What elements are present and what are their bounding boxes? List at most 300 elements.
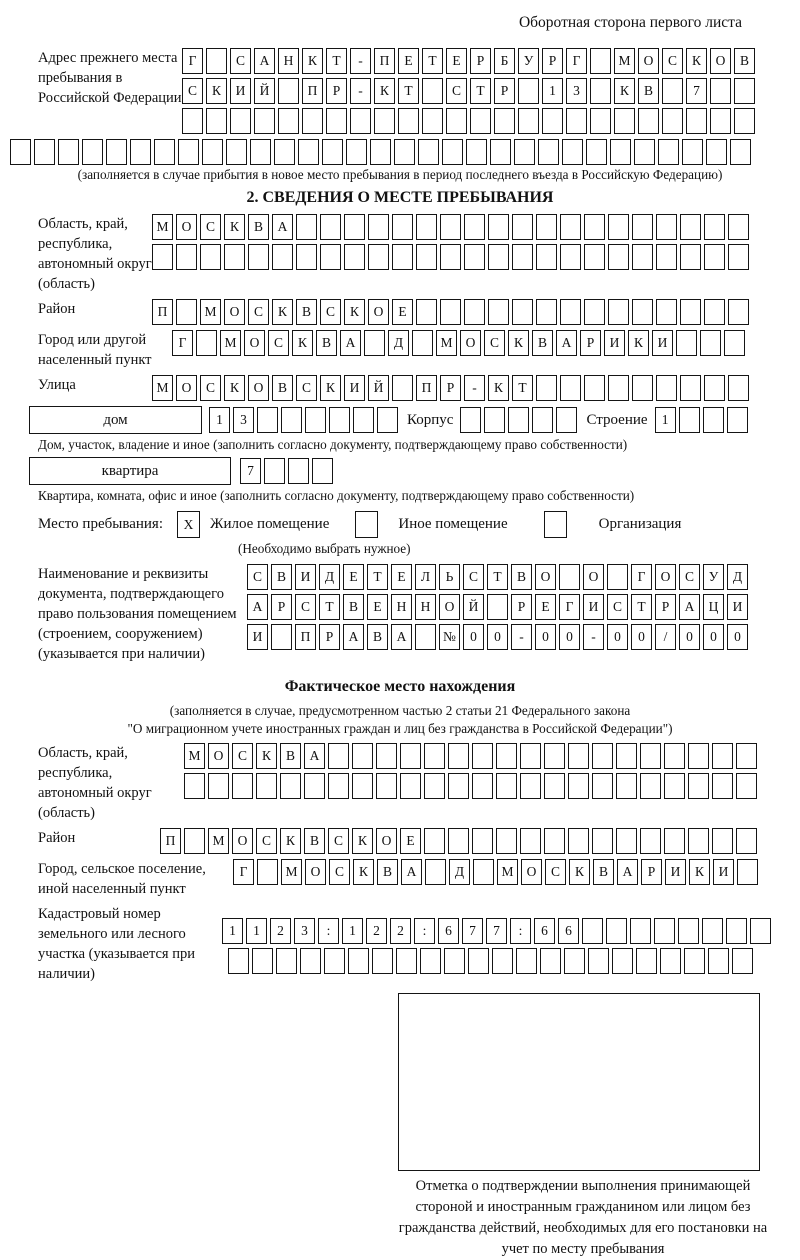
char-cell[interactable]	[730, 139, 751, 165]
char-cell[interactable]	[271, 624, 292, 650]
char-cell[interactable]: 0	[607, 624, 628, 650]
char-cell[interactable]	[592, 828, 613, 854]
char-cell[interactable]: С	[182, 78, 203, 104]
char-cell[interactable]: О	[224, 299, 245, 325]
char-cell[interactable]	[726, 918, 747, 944]
char-cell[interactable]	[750, 918, 771, 944]
char-cell[interactable]	[288, 458, 309, 484]
char-cell[interactable]: К	[224, 375, 245, 401]
char-cell[interactable]: Т	[367, 564, 388, 590]
char-cell[interactable]	[232, 773, 253, 799]
char-cell[interactable]	[448, 773, 469, 799]
char-cell[interactable]: И	[713, 859, 734, 885]
char-cell[interactable]: К	[292, 330, 313, 356]
char-cell[interactable]: А	[304, 743, 325, 769]
char-cell[interactable]	[728, 214, 749, 240]
char-cell[interactable]: П	[416, 375, 437, 401]
char-cell[interactable]: М	[152, 214, 173, 240]
char-cell[interactable]	[656, 214, 677, 240]
char-cell[interactable]	[252, 948, 273, 974]
char-cell[interactable]	[676, 330, 697, 356]
char-cell[interactable]: О	[248, 375, 269, 401]
char-cell[interactable]	[544, 743, 565, 769]
char-cell[interactable]: И	[665, 859, 686, 885]
char-cell[interactable]: -	[350, 78, 371, 104]
char-cell[interactable]: 0	[535, 624, 556, 650]
char-cell[interactable]	[304, 773, 325, 799]
char-cell[interactable]	[350, 108, 371, 134]
char-cell[interactable]: С	[248, 299, 269, 325]
char-cell[interactable]	[487, 594, 508, 620]
char-cell[interactable]: К	[352, 828, 373, 854]
char-cell[interactable]: К	[344, 299, 365, 325]
char-cell[interactable]	[328, 743, 349, 769]
char-cell[interactable]	[344, 244, 365, 270]
char-cell[interactable]: 6	[438, 918, 459, 944]
char-cell[interactable]: Б	[494, 48, 515, 74]
char-cell[interactable]: О	[244, 330, 265, 356]
char-cell[interactable]	[737, 859, 758, 885]
char-cell[interactable]: С	[463, 564, 484, 590]
char-cell[interactable]: №	[439, 624, 460, 650]
char-cell[interactable]: О	[710, 48, 731, 74]
char-cell[interactable]	[582, 918, 603, 944]
char-cell[interactable]	[328, 773, 349, 799]
char-cell[interactable]	[607, 564, 628, 590]
char-cell[interactable]	[422, 78, 443, 104]
char-cell[interactable]: П	[295, 624, 316, 650]
char-cell[interactable]	[344, 214, 365, 240]
char-cell[interactable]: А	[401, 859, 422, 885]
char-cell[interactable]: :	[414, 918, 435, 944]
char-cell[interactable]	[396, 948, 417, 974]
char-cell[interactable]	[312, 458, 333, 484]
char-cell[interactable]: Н	[391, 594, 412, 620]
char-cell[interactable]: 7	[486, 918, 507, 944]
char-cell[interactable]: В	[734, 48, 755, 74]
char-cell[interactable]	[680, 214, 701, 240]
char-cell[interactable]	[704, 214, 725, 240]
char-cell[interactable]: Л	[415, 564, 436, 590]
char-cell[interactable]	[496, 743, 517, 769]
char-cell[interactable]: П	[374, 48, 395, 74]
char-cell[interactable]	[630, 918, 651, 944]
char-cell[interactable]	[496, 773, 517, 799]
char-cell[interactable]	[392, 214, 413, 240]
char-cell[interactable]	[516, 948, 537, 974]
char-cell[interactable]	[305, 407, 326, 433]
char-cell[interactable]	[448, 828, 469, 854]
char-cell[interactable]	[394, 139, 415, 165]
char-cell[interactable]	[468, 948, 489, 974]
char-cell[interactable]: 1	[209, 407, 230, 433]
char-cell[interactable]: О	[460, 330, 481, 356]
char-cell[interactable]: -	[350, 48, 371, 74]
char-cell[interactable]: О	[535, 564, 556, 590]
char-cell[interactable]	[640, 773, 661, 799]
char-cell[interactable]: Т	[319, 594, 340, 620]
char-cell[interactable]	[520, 773, 541, 799]
char-cell[interactable]	[296, 244, 317, 270]
char-cell[interactable]: 2	[390, 918, 411, 944]
char-cell[interactable]	[230, 108, 251, 134]
char-cell[interactable]	[540, 948, 561, 974]
char-cell[interactable]	[154, 139, 175, 165]
char-cell[interactable]	[568, 773, 589, 799]
char-cell[interactable]: Р	[494, 78, 515, 104]
char-cell[interactable]: Р	[470, 48, 491, 74]
char-cell[interactable]: Т	[470, 78, 491, 104]
char-cell[interactable]	[632, 244, 653, 270]
char-cell[interactable]	[424, 743, 445, 769]
char-cell[interactable]	[616, 773, 637, 799]
char-cell[interactable]	[664, 743, 685, 769]
char-cell[interactable]	[592, 773, 613, 799]
char-cell[interactable]	[728, 375, 749, 401]
char-cell[interactable]	[560, 375, 581, 401]
char-cell[interactable]: Е	[400, 828, 421, 854]
char-cell[interactable]: М	[208, 828, 229, 854]
char-cell[interactable]: С	[328, 828, 349, 854]
char-cell[interactable]: М	[497, 859, 518, 885]
char-cell[interactable]	[520, 743, 541, 769]
char-cell[interactable]	[590, 48, 611, 74]
char-cell[interactable]	[424, 828, 445, 854]
char-cell[interactable]: П	[152, 299, 173, 325]
char-cell[interactable]: М	[184, 743, 205, 769]
char-cell[interactable]: Е	[367, 594, 388, 620]
char-cell[interactable]	[736, 743, 757, 769]
char-cell[interactable]: А	[679, 594, 700, 620]
char-cell[interactable]: Р	[542, 48, 563, 74]
char-cell[interactable]	[708, 948, 729, 974]
char-cell[interactable]	[560, 214, 581, 240]
char-cell[interactable]	[488, 244, 509, 270]
char-cell[interactable]: Й	[254, 78, 275, 104]
char-cell[interactable]: С	[232, 743, 253, 769]
char-cell[interactable]	[440, 299, 461, 325]
char-cell[interactable]	[368, 244, 389, 270]
char-cell[interactable]	[182, 108, 203, 134]
char-cell[interactable]	[544, 828, 565, 854]
char-cell[interactable]	[559, 564, 580, 590]
char-cell[interactable]	[658, 139, 679, 165]
char-cell[interactable]	[176, 244, 197, 270]
char-cell[interactable]	[612, 948, 633, 974]
char-cell[interactable]: К	[508, 330, 529, 356]
char-cell[interactable]	[488, 299, 509, 325]
char-cell[interactable]: В	[593, 859, 614, 885]
char-cell[interactable]	[364, 330, 385, 356]
char-cell[interactable]: С	[662, 48, 683, 74]
char-cell[interactable]	[494, 108, 515, 134]
char-cell[interactable]: Е	[391, 564, 412, 590]
char-cell[interactable]	[640, 743, 661, 769]
char-cell[interactable]	[584, 299, 605, 325]
char-cell[interactable]: 3	[294, 918, 315, 944]
char-cell[interactable]	[184, 828, 205, 854]
char-cell[interactable]	[556, 407, 577, 433]
char-cell[interactable]: Т	[631, 594, 652, 620]
char-cell[interactable]	[584, 244, 605, 270]
organization-checkbox[interactable]	[544, 511, 567, 538]
char-cell[interactable]: Р	[319, 624, 340, 650]
char-cell[interactable]: Й	[463, 594, 484, 620]
char-cell[interactable]: 1	[342, 918, 363, 944]
char-cell[interactable]: В	[304, 828, 325, 854]
char-cell[interactable]: И	[344, 375, 365, 401]
char-cell[interactable]	[106, 139, 127, 165]
char-cell[interactable]: 1	[222, 918, 243, 944]
char-cell[interactable]	[640, 828, 661, 854]
char-cell[interactable]: И	[583, 594, 604, 620]
char-cell[interactable]: С	[296, 375, 317, 401]
char-cell[interactable]	[686, 108, 707, 134]
char-cell[interactable]	[710, 108, 731, 134]
char-cell[interactable]	[460, 407, 481, 433]
char-cell[interactable]	[322, 139, 343, 165]
char-cell[interactable]: К	[488, 375, 509, 401]
char-cell[interactable]	[206, 48, 227, 74]
char-cell[interactable]	[346, 139, 367, 165]
char-cell[interactable]: А	[343, 624, 364, 650]
char-cell[interactable]	[662, 78, 683, 104]
char-cell[interactable]: С	[446, 78, 467, 104]
char-cell[interactable]	[703, 407, 724, 433]
char-cell[interactable]	[196, 330, 217, 356]
char-cell[interactable]	[352, 743, 373, 769]
char-cell[interactable]: -	[583, 624, 604, 650]
char-cell[interactable]	[416, 214, 437, 240]
char-cell[interactable]: А	[617, 859, 638, 885]
char-cell[interactable]	[588, 948, 609, 974]
char-cell[interactable]: И	[230, 78, 251, 104]
char-cell[interactable]: 3	[566, 78, 587, 104]
char-cell[interactable]: С	[200, 214, 221, 240]
char-cell[interactable]: С	[230, 48, 251, 74]
char-cell[interactable]: О	[368, 299, 389, 325]
char-cell[interactable]	[586, 139, 607, 165]
char-cell[interactable]	[606, 918, 627, 944]
char-cell[interactable]	[536, 375, 557, 401]
char-cell[interactable]	[372, 948, 393, 974]
char-cell[interactable]	[206, 108, 227, 134]
char-cell[interactable]	[736, 773, 757, 799]
char-cell[interactable]	[329, 407, 350, 433]
char-cell[interactable]: Т	[487, 564, 508, 590]
char-cell[interactable]: А	[254, 48, 275, 74]
char-cell[interactable]	[688, 828, 709, 854]
char-cell[interactable]	[706, 139, 727, 165]
char-cell[interactable]: М	[200, 299, 221, 325]
char-cell[interactable]: 0	[703, 624, 724, 650]
char-cell[interactable]	[464, 299, 485, 325]
char-cell[interactable]: О	[208, 743, 229, 769]
char-cell[interactable]: Р	[440, 375, 461, 401]
char-cell[interactable]: С	[200, 375, 221, 401]
char-cell[interactable]: С	[545, 859, 566, 885]
char-cell[interactable]: О	[305, 859, 326, 885]
char-cell[interactable]	[152, 244, 173, 270]
char-cell[interactable]: О	[176, 375, 197, 401]
char-cell[interactable]: -	[511, 624, 532, 650]
char-cell[interactable]	[422, 108, 443, 134]
char-cell[interactable]: Д	[449, 859, 470, 885]
char-cell[interactable]	[254, 108, 275, 134]
char-cell[interactable]	[208, 773, 229, 799]
char-cell[interactable]	[608, 214, 629, 240]
char-cell[interactable]	[398, 108, 419, 134]
char-cell[interactable]	[536, 244, 557, 270]
char-cell[interactable]	[324, 948, 345, 974]
char-cell[interactable]	[276, 948, 297, 974]
char-cell[interactable]	[634, 139, 655, 165]
char-cell[interactable]: В	[511, 564, 532, 590]
char-cell[interactable]	[712, 773, 733, 799]
char-cell[interactable]	[638, 108, 659, 134]
char-cell[interactable]	[424, 773, 445, 799]
char-cell[interactable]: Д	[727, 564, 748, 590]
char-cell[interactable]	[281, 407, 302, 433]
char-cell[interactable]	[392, 244, 413, 270]
char-cell[interactable]	[734, 78, 755, 104]
char-cell[interactable]	[257, 859, 278, 885]
char-cell[interactable]: У	[703, 564, 724, 590]
char-cell[interactable]	[568, 828, 589, 854]
char-cell[interactable]	[248, 244, 269, 270]
char-cell[interactable]: К	[302, 48, 323, 74]
char-cell[interactable]: О	[232, 828, 253, 854]
char-cell[interactable]	[492, 948, 513, 974]
char-cell[interactable]	[257, 407, 278, 433]
char-cell[interactable]: 0	[487, 624, 508, 650]
char-cell[interactable]: О	[439, 594, 460, 620]
char-cell[interactable]: 7	[686, 78, 707, 104]
char-cell[interactable]	[184, 773, 205, 799]
char-cell[interactable]: Н	[278, 48, 299, 74]
char-cell[interactable]	[200, 244, 221, 270]
other-premises-checkbox[interactable]	[355, 511, 378, 538]
char-cell[interactable]: Г	[559, 594, 580, 620]
char-cell[interactable]: 0	[679, 624, 700, 650]
char-cell[interactable]	[508, 407, 529, 433]
char-cell[interactable]	[278, 108, 299, 134]
char-cell[interactable]: М	[281, 859, 302, 885]
char-cell[interactable]	[564, 948, 585, 974]
char-cell[interactable]: 6	[534, 918, 555, 944]
char-cell[interactable]	[736, 828, 757, 854]
char-cell[interactable]: Г	[566, 48, 587, 74]
char-cell[interactable]: Р	[580, 330, 601, 356]
char-cell[interactable]	[34, 139, 55, 165]
char-cell[interactable]: К	[686, 48, 707, 74]
char-cell[interactable]: :	[510, 918, 531, 944]
char-cell[interactable]: Г	[172, 330, 193, 356]
char-cell[interactable]	[532, 407, 553, 433]
char-cell[interactable]: О	[638, 48, 659, 74]
char-cell[interactable]: 1	[542, 78, 563, 104]
char-cell[interactable]: К	[280, 828, 301, 854]
char-cell[interactable]	[444, 948, 465, 974]
char-cell[interactable]	[496, 828, 517, 854]
char-cell[interactable]	[656, 299, 677, 325]
char-cell[interactable]	[608, 299, 629, 325]
char-cell[interactable]: К	[569, 859, 590, 885]
char-cell[interactable]	[608, 244, 629, 270]
char-cell[interactable]	[82, 139, 103, 165]
char-cell[interactable]: Р	[511, 594, 532, 620]
char-cell[interactable]	[442, 139, 463, 165]
char-cell[interactable]	[264, 458, 285, 484]
char-cell[interactable]: 0	[727, 624, 748, 650]
char-cell[interactable]: О	[176, 214, 197, 240]
char-cell[interactable]	[464, 244, 485, 270]
char-cell[interactable]	[514, 139, 535, 165]
char-cell[interactable]: К	[628, 330, 649, 356]
char-cell[interactable]	[679, 407, 700, 433]
char-cell[interactable]	[566, 108, 587, 134]
char-cell[interactable]	[178, 139, 199, 165]
char-cell[interactable]: С	[607, 594, 628, 620]
char-cell[interactable]	[538, 139, 559, 165]
char-cell[interactable]: С	[256, 828, 277, 854]
char-cell[interactable]	[584, 214, 605, 240]
char-cell[interactable]	[274, 139, 295, 165]
char-cell[interactable]	[425, 859, 446, 885]
char-cell[interactable]	[484, 407, 505, 433]
char-cell[interactable]	[370, 139, 391, 165]
char-cell[interactable]	[472, 773, 493, 799]
char-cell[interactable]	[518, 108, 539, 134]
char-cell[interactable]	[568, 743, 589, 769]
char-cell[interactable]: Т	[326, 48, 347, 74]
char-cell[interactable]	[734, 108, 755, 134]
char-cell[interactable]	[353, 407, 374, 433]
char-cell[interactable]	[326, 108, 347, 134]
char-cell[interactable]	[464, 214, 485, 240]
char-cell[interactable]	[584, 375, 605, 401]
char-cell[interactable]	[374, 108, 395, 134]
char-cell[interactable]	[712, 828, 733, 854]
char-cell[interactable]	[656, 375, 677, 401]
char-cell[interactable]: С	[268, 330, 289, 356]
char-cell[interactable]: А	[247, 594, 268, 620]
char-cell[interactable]	[710, 78, 731, 104]
char-cell[interactable]	[704, 244, 725, 270]
char-cell[interactable]	[544, 773, 565, 799]
char-cell[interactable]	[728, 244, 749, 270]
char-cell[interactable]	[632, 375, 653, 401]
char-cell[interactable]	[512, 214, 533, 240]
char-cell[interactable]	[680, 299, 701, 325]
char-cell[interactable]: 2	[366, 918, 387, 944]
char-cell[interactable]	[616, 743, 637, 769]
char-cell[interactable]	[590, 78, 611, 104]
char-cell[interactable]	[440, 214, 461, 240]
char-cell[interactable]: Г	[182, 48, 203, 74]
char-cell[interactable]	[728, 299, 749, 325]
char-cell[interactable]	[224, 244, 245, 270]
char-cell[interactable]: П	[302, 78, 323, 104]
char-cell[interactable]	[518, 78, 539, 104]
char-cell[interactable]	[416, 299, 437, 325]
char-cell[interactable]	[368, 214, 389, 240]
char-cell[interactable]	[590, 108, 611, 134]
char-cell[interactable]	[392, 375, 413, 401]
char-cell[interactable]	[488, 214, 509, 240]
char-cell[interactable]: К	[374, 78, 395, 104]
char-cell[interactable]: Р	[271, 594, 292, 620]
